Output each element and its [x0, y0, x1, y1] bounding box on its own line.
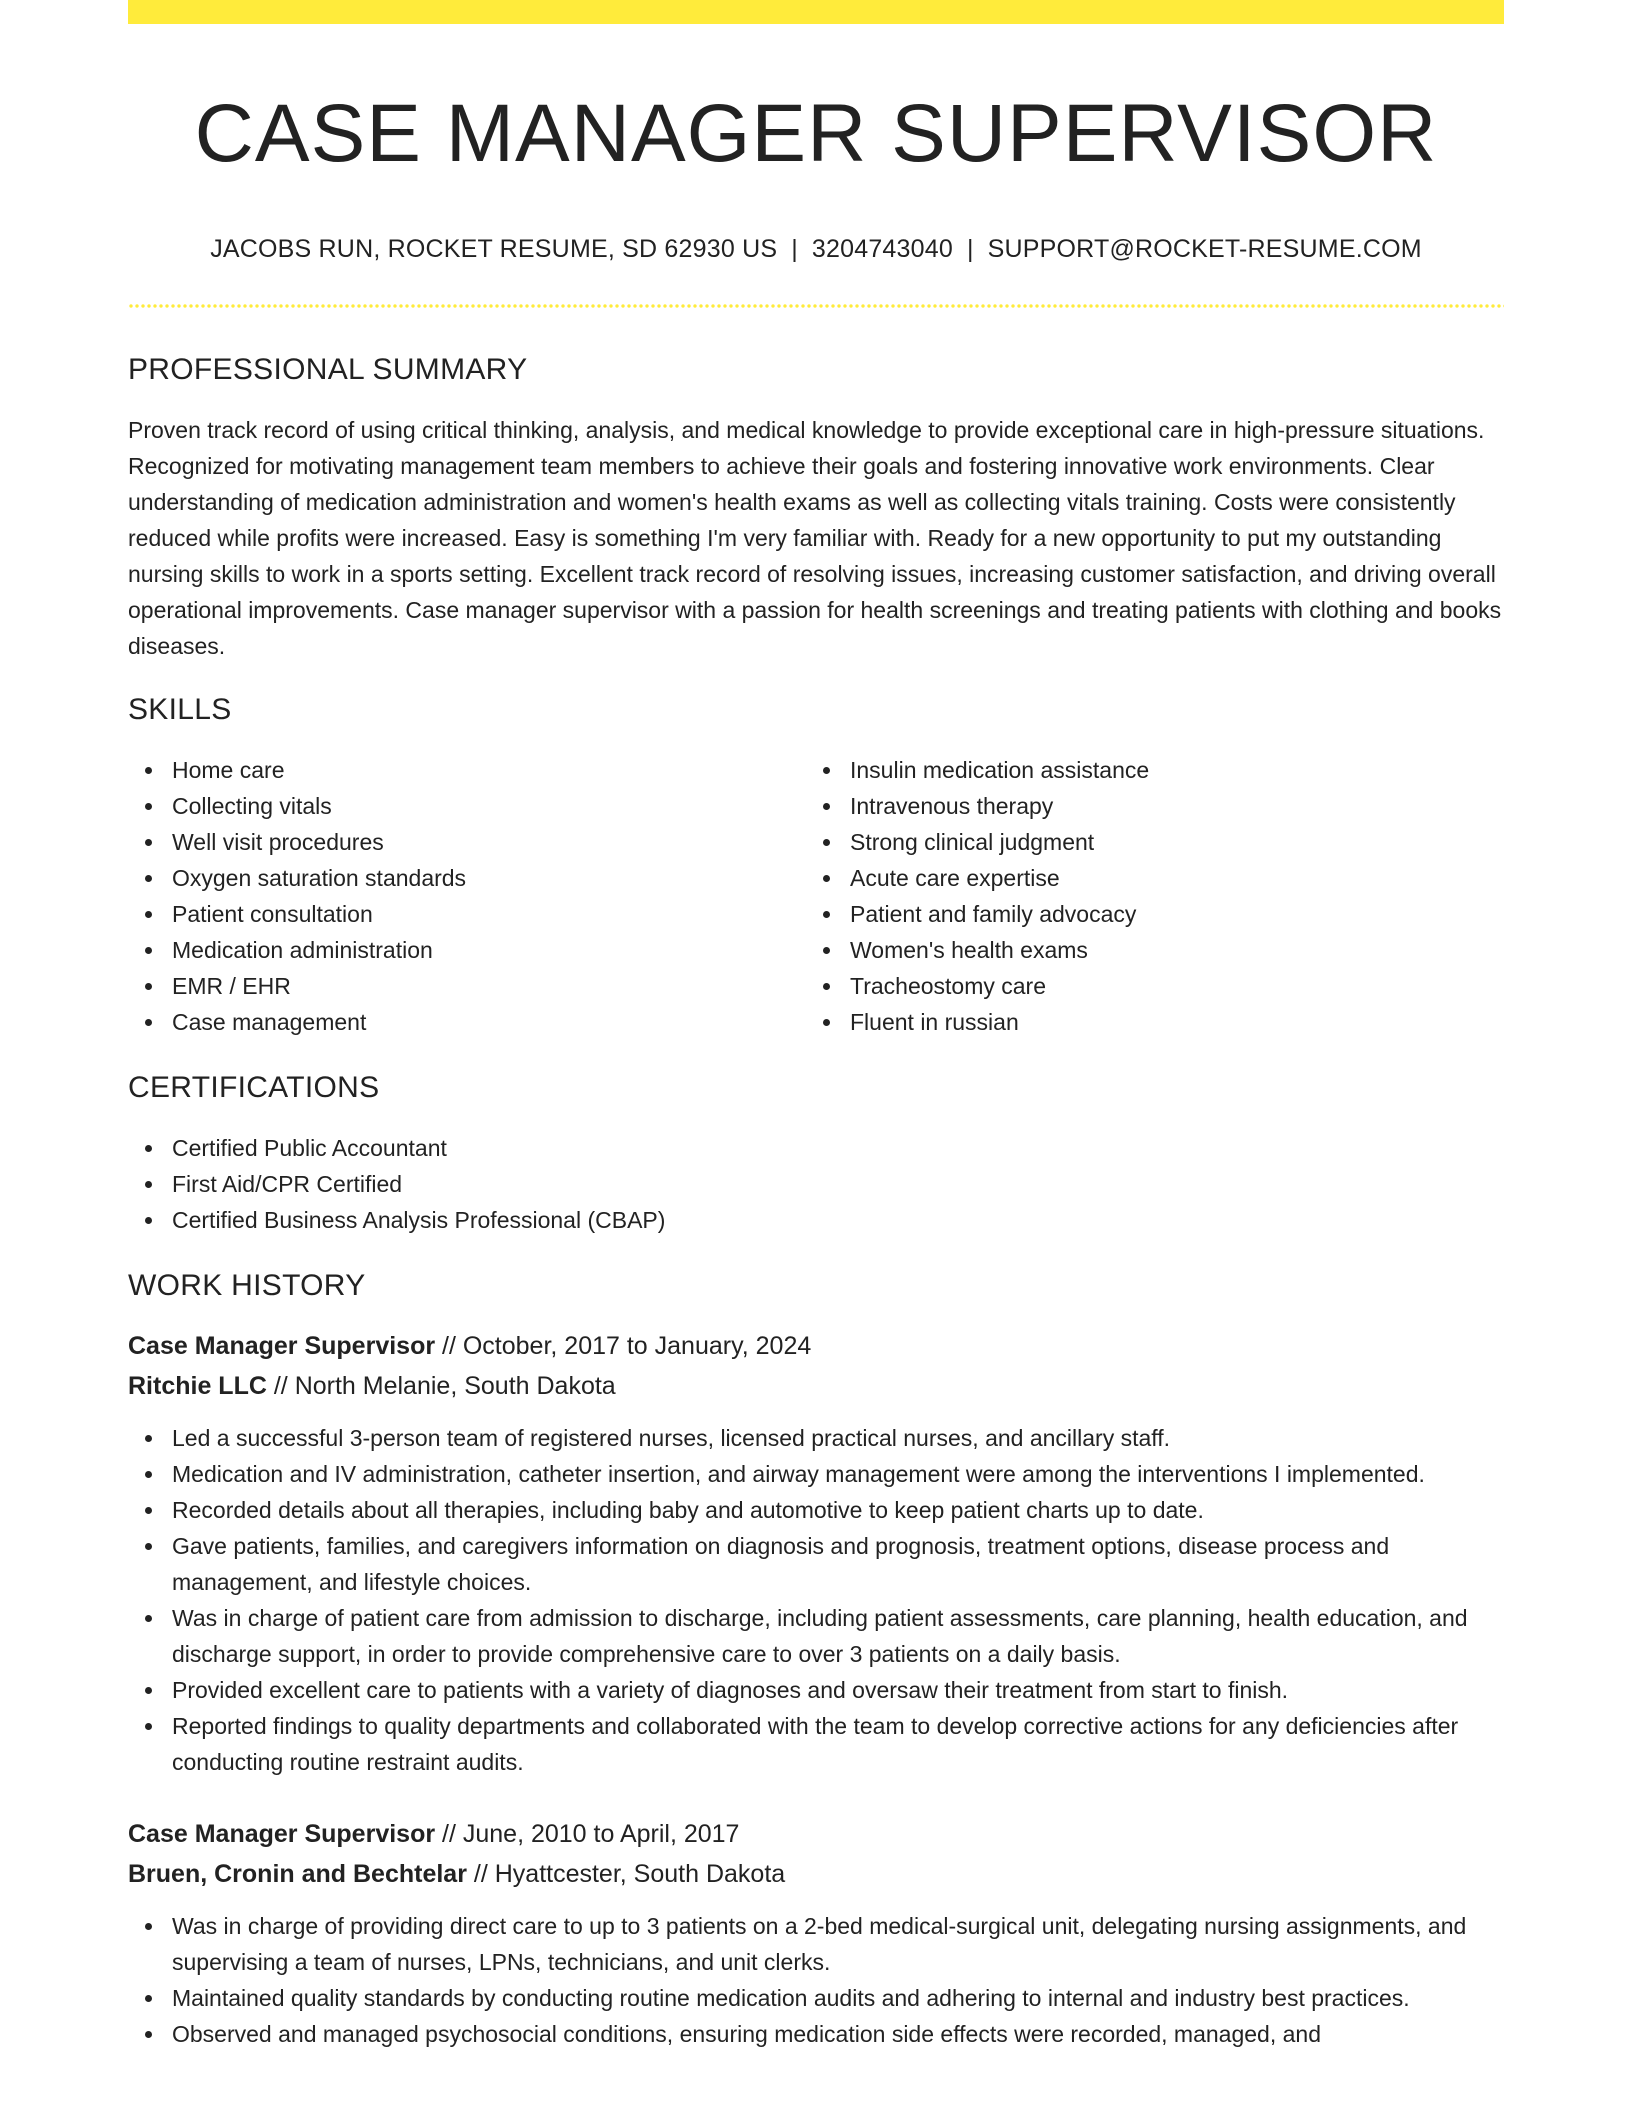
skill-item: Intravenous therapy	[806, 788, 1484, 824]
contact-phone: 3204743040	[811, 235, 953, 263]
skills-list-right	[806, 752, 1484, 1040]
contact-line	[128, 232, 1504, 266]
skills-column-right	[806, 752, 1484, 1040]
job-duty: Maintained quality standards by conducting routine medication audits and adhering to internal and industry best practices.	[128, 1980, 1504, 2016]
job-dates: // June, 2010 to April, 2017	[435, 1820, 740, 1848]
job-role: Case Manager Supervisor	[128, 1820, 436, 1848]
job-company: Bruen, Cronin and Bechtelar	[128, 1860, 467, 1888]
skill-item: EMR / EHR	[128, 968, 806, 1004]
job-title-line	[128, 1326, 1504, 1366]
certifications-heading: CERTIFICATIONS	[128, 1071, 380, 1104]
job-company: Ritchie LLC	[128, 1372, 267, 1400]
summary-text: Proven track record of using critical thinking, analysis, and medical knowledge to provide exceptional care in high-pressure situations. Recognized for motivating management team members to achieve their goals and fostering innovative work environments. Clear understanding of medication administration and women's health exams as well as collecting vitals training. Costs were consistently reduced while profits were increased. Easy is something I'm very familiar with. Ready for a new opportunity to put my outstanding nursing skills to work in a sports setting. Excellent track record of resolving issues, increasing customer satisfaction, and driving overall operational improvements. Case manager supervisor with a passion for health screenings and treating patients with clothing and books diseases.	[128, 417, 1502, 659]
job-location: // North Melanie, South Dakota	[266, 1372, 616, 1400]
job-duty: Provided excellent care to patients with a variety of diagnoses and oversaw their treatment from start to finish.	[128, 1672, 1504, 1708]
skill-item: Fluent in russian	[806, 1004, 1484, 1040]
skill-item: Oxygen saturation standards	[128, 860, 806, 896]
skill-item: Women's health exams	[806, 932, 1484, 968]
job-duty: Was in charge of patient care from admission to discharge, including patient assessments, care planning, health education, and discharge support, in order to provide comprehensive care to over 3 patients on a daily basis.	[128, 1600, 1504, 1672]
skill-item: Strong clinical judgment	[806, 824, 1484, 860]
top-accent-bar	[128, 0, 1504, 24]
job-company-line	[128, 1854, 1504, 1894]
job-duty: Recorded details about all therapies, including baby and automotive to keep patient charts up to date.	[128, 1492, 1504, 1528]
skills-heading: SKILLS	[128, 693, 232, 726]
contact-separator: |	[966, 235, 974, 263]
job-duties-list	[128, 1420, 1504, 1780]
contact-address: JACOBS RUN, ROCKET RESUME, SD 62930 US	[210, 235, 778, 263]
job-duty: Observed and managed psychosocial conditions, ensuring medication side effects were recorded, managed, and	[128, 2016, 1504, 2052]
summary-heading: PROFESSIONAL SUMMARY	[128, 353, 528, 386]
contact-separator: |	[791, 235, 798, 263]
skills-list-left	[128, 752, 806, 1040]
resume-page	[128, 0, 1504, 2112]
resume-title: CASE MANAGER SUPERVISOR	[194, 88, 1438, 179]
certifications-list	[128, 1130, 1504, 1238]
skill-item: Case management	[128, 1004, 806, 1040]
skill-item: Insulin medication assistance	[806, 752, 1484, 788]
skill-item: Collecting vitals	[128, 788, 806, 824]
skill-item: Tracheostomy care	[806, 968, 1484, 1004]
job-duty: Reported findings to quality departments and collaborated with the team to develop corrective actions for any deficiencies after conducting routine restraint audits.	[128, 1708, 1504, 1780]
job-entry	[128, 1326, 1504, 1780]
job-location: // Hyattcester, South Dakota	[466, 1860, 786, 1888]
job-dates: // October, 2017 to January, 2024	[435, 1332, 812, 1360]
skill-item: Medication administration	[128, 932, 806, 968]
job-company-line	[128, 1366, 1504, 1406]
skills-column-left	[128, 752, 806, 1040]
job-duties-list	[128, 1908, 1504, 2052]
skill-item: Well visit procedures	[128, 824, 806, 860]
dotted-divider	[128, 304, 1504, 308]
certification-item: First Aid/CPR Certified	[128, 1166, 1504, 1202]
skill-item: Home care	[128, 752, 806, 788]
skill-item: Patient consultation	[128, 896, 806, 932]
job-duty: Was in charge of providing direct care to up to 3 patients on a 2-bed medical-surgical unit, delegating nursing assignments, and supervising a team of nurses, LPNs, technicians, and unit clerks.	[128, 1908, 1504, 1980]
skills-grid	[128, 752, 1504, 1040]
job-duty: Led a successful 3-person team of registered nurses, licensed practical nurses, and ancillary staff.	[128, 1420, 1504, 1456]
certification-item: Certified Public Accountant	[128, 1130, 1504, 1166]
work-history-heading: WORK HISTORY	[128, 1269, 366, 1302]
certification-item: Certified Business Analysis Professional (CBAP)	[128, 1202, 1504, 1238]
job-entry	[128, 1814, 1504, 2052]
contact-email: SUPPORT@ROCKET-RESUME.COM	[987, 235, 1422, 263]
skill-item: Patient and family advocacy	[806, 896, 1484, 932]
job-role: Case Manager Supervisor	[128, 1332, 436, 1360]
job-title-line	[128, 1814, 1504, 1854]
job-duty: Medication and IV administration, catheter insertion, and airway management were among the interventions I implemented.	[128, 1456, 1504, 1492]
skill-item: Acute care expertise	[806, 860, 1484, 896]
job-duty: Gave patients, families, and caregivers information on diagnosis and prognosis, treatment options, disease process and management, and lifestyle choices.	[128, 1528, 1504, 1600]
